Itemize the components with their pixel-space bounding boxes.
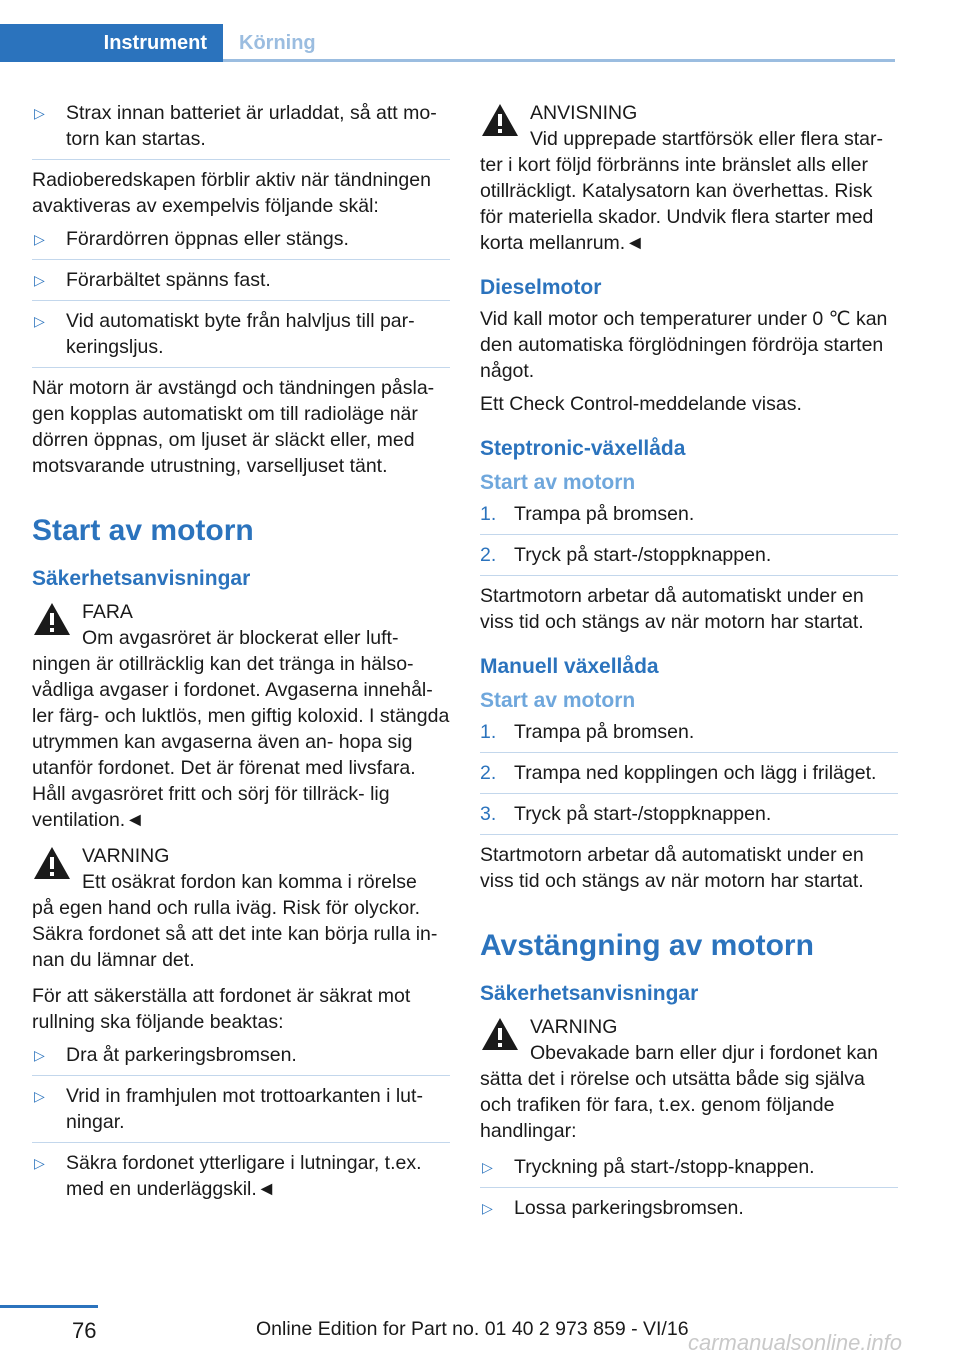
divider: [480, 793, 898, 794]
warning-triangle-icon: [480, 102, 520, 138]
section-title-stop: Avstängning av motorn: [480, 929, 814, 962]
paragraph: Radioberedskapen förblir aktiv när tändningen avaktiveras av exempelvis följande skäl:: [32, 169, 431, 217]
tab-instrument[interactable]: Instrument: [0, 24, 223, 62]
bullet-icon: ▷: [34, 1155, 45, 1171]
warning-box-anvisning: [480, 100, 898, 256]
bullet-icon: ▷: [34, 313, 45, 329]
list-item: ▷ Förarbältet spänns fast.: [34, 269, 271, 291]
warning-text: sätta det i rörelse och utsätta både sig själva och trafiken för fara, t.ex. genom följande handlingar:: [480, 1068, 865, 1142]
bullet-icon: ▷: [482, 1200, 493, 1216]
list-item: ▷ Vid automatiskt byte från halvljus till par‐ keringsljus.: [34, 310, 415, 358]
list-item: ▷ Säkra fordonet ytterligare i lutningar, t.ex. med en underläggskil.◄: [34, 1152, 422, 1200]
bullet-icon: ▷: [34, 1088, 45, 1104]
warning-title: VARNING: [530, 1016, 618, 1038]
paragraph: För att säkerställa att fordonet är säkrat mot rullning ska följande beaktas:: [32, 985, 411, 1033]
bullet-icon: ▷: [34, 272, 45, 288]
page-number: 76: [72, 1318, 97, 1343]
list-item: 1. Trampa på bromsen.: [480, 503, 695, 525]
edition-text: Online Edition for Part no. 01 40 2 973 859 - VI/16: [256, 1318, 689, 1340]
subsection-title-manual: Manuell växellåda: [480, 655, 659, 678]
list-item: ▷ Tryckning på start-/stopp-knappen.: [482, 1156, 815, 1178]
divider: [480, 575, 898, 576]
list-item: ▷ Dra åt parkeringsbromsen.: [34, 1044, 297, 1066]
list-item: ▷ Vrid in framhjulen mot trottoarkanten i lut‐ ningar.: [34, 1085, 423, 1133]
section-title-start: Start av motorn: [32, 514, 254, 547]
subheading-start: Start av motorn: [480, 471, 636, 494]
list-item: 1. Trampa på bromsen.: [480, 721, 695, 743]
list-item: 2. Tryck på start-/stoppknappen.: [480, 544, 772, 566]
divider: [32, 159, 450, 160]
divider: [480, 834, 898, 835]
bullet-icon: ▷: [34, 1047, 45, 1063]
subsection-title-safety: Säkerhetsanvisningar: [480, 982, 699, 1005]
warning-triangle-icon: [32, 845, 72, 881]
divider: [32, 1075, 450, 1076]
bullet-icon: ▷: [34, 231, 45, 247]
divider: [480, 534, 898, 535]
divider: [32, 259, 450, 260]
divider: [480, 752, 898, 753]
header-tabbar: [0, 24, 895, 62]
bullet-icon: ▷: [482, 1159, 493, 1175]
warning-title: VARNING: [82, 845, 170, 867]
subsection-title-safety: Säkerhetsanvisningar: [32, 567, 251, 590]
subsection-title-diesel: Dieselmotor: [480, 276, 602, 299]
warning-box-varning: [480, 1014, 898, 1144]
tab-korning[interactable]: Körning: [239, 31, 316, 54]
divider: [32, 1142, 450, 1143]
bullet-icon: ▷: [34, 105, 45, 121]
warning-text: ter i kort följd förbränns inte bränslet alls eller otillräckligt. Katalysatorn kan överhettas. Risk för materiella skador. Undvik flera starter med korta mellanrum.◄: [480, 154, 874, 254]
list-item: ▷ Förardörren öppnas eller stängs.: [34, 228, 349, 250]
warning-text: Om avgasröret är blockerat eller luft‐: [82, 627, 399, 649]
warning-text: ningen är otillräcklig kan det tränga in hälso‐ vådliga avgaser i fordonet. Avgaserna innehål‐ ler färg- och luktlös, men giftig koloxid. I stängda utrymmen kan avgaserna även an‐ hopa sig utanför fordonet. Det är förenat med livsfara. Håll avgasröret fritt och sörj för tillräck‐ lig ventilation.◄: [32, 653, 450, 831]
footer-line: [0, 1305, 98, 1308]
paragraph: När motorn är avstängd och tändningen påsla‐ gen kopplas automatiskt om till radioläge när dörren öppnas, om ljuset är släckt eller, med motsvarande utrustning, varselljuset tänt.: [32, 377, 435, 477]
tab-divider-line: [223, 59, 895, 62]
warning-text: Vid upprepade startförsök eller flera star‐: [530, 128, 883, 150]
divider: [32, 300, 450, 301]
warning-triangle-icon: [480, 1016, 520, 1052]
warning-title: FARA: [82, 601, 133, 623]
paragraph: Vid kall motor och temperaturer under 0 ℃ kan den automatiska förglödningen fördröja starten något.: [480, 308, 888, 382]
paragraph: Startmotorn arbetar då automatiskt under en viss tid och stängs av när motorn har startat.: [480, 585, 864, 633]
watermark: carmanualsonline.info: [687, 1330, 902, 1355]
warning-text: Ett osäkrat fordon kan komma i rörelse: [82, 871, 417, 893]
list-item: 3. Tryck på start-/stoppknappen.: [480, 803, 772, 825]
warning-text: på egen hand och rulla iväg. Risk för olyckor. Säkra fordonet så att det inte kan börja rulla in‐ nan du lämnar det.: [32, 897, 438, 971]
warning-box-varning: [32, 843, 450, 973]
warning-text: Obevakade barn eller djur i fordonet kan: [530, 1042, 878, 1064]
paragraph: Startmotorn arbetar då automatiskt under en viss tid och stängs av när motorn har startat.: [480, 844, 864, 892]
paragraph: Ett Check Control-meddelande visas.: [480, 393, 802, 415]
left-column: [32, 100, 450, 1209]
list-item: ▷ Lossa parkeringsbromsen.: [482, 1197, 744, 1219]
subsection-title-steptronic: Steptronic-växellåda: [480, 437, 686, 460]
warning-triangle-icon: [32, 601, 72, 637]
divider: [32, 367, 450, 368]
right-column: [480, 100, 898, 1228]
warning-box-fara: [32, 599, 450, 833]
warning-title: ANVISNING: [530, 102, 638, 124]
list-item: 2. Trampa ned kopplingen och lägg i friläget.: [480, 762, 877, 784]
divider: [480, 1187, 898, 1188]
subheading-start: Start av motorn: [480, 689, 636, 712]
list-item: ▷ Strax innan batteriet är urladdat, så att mo‐ torn kan startas.: [34, 102, 437, 150]
